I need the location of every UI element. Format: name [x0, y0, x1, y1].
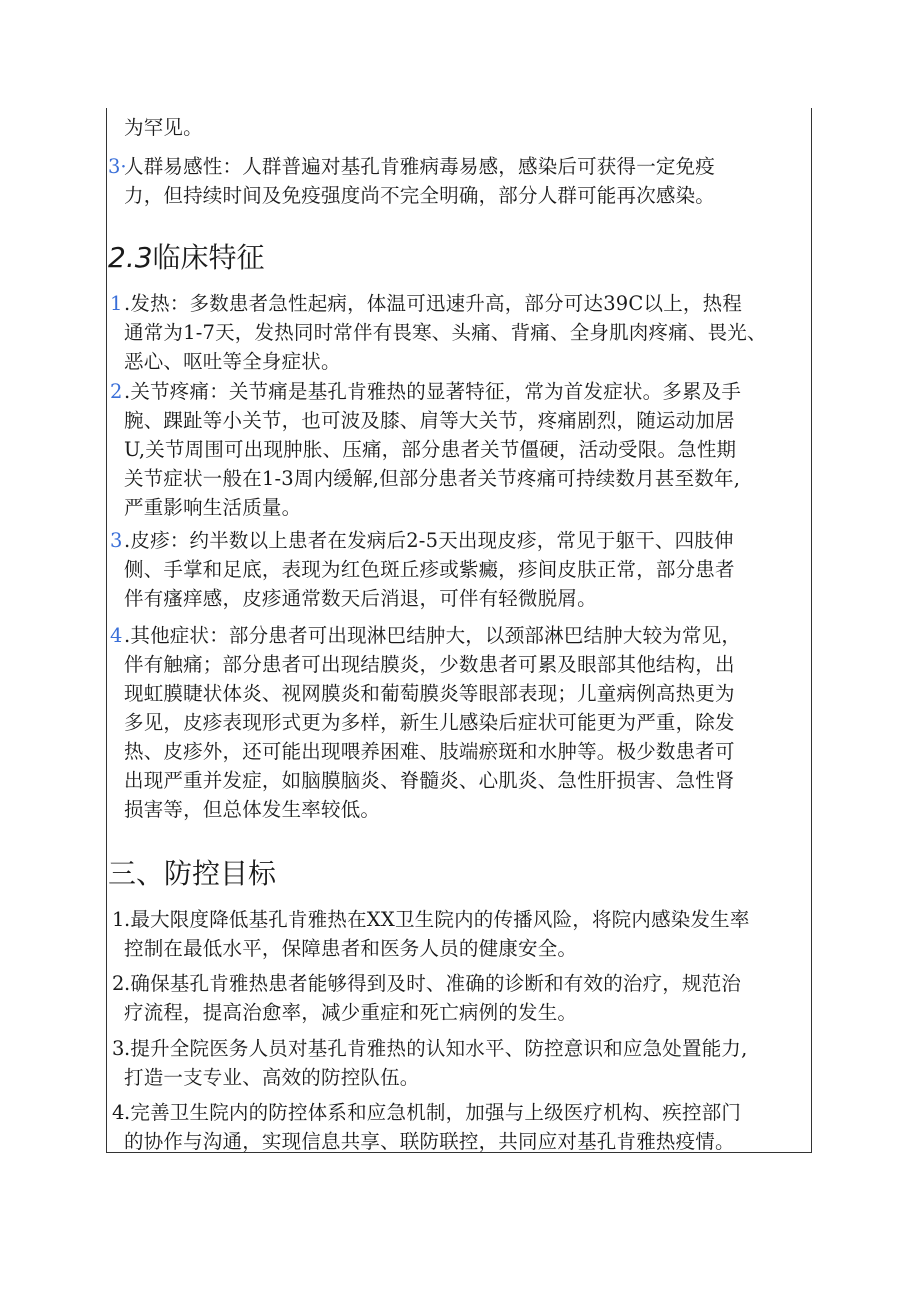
clinical-2-line-1: .关节疼痛：关节痛是基孔肯雅热的显著特征，常为首发症状。多累及手	[124, 380, 742, 403]
clinical-1-line-2: 通常为1-7天，发热同时常伴有畏寒、头痛、背痛、全身肌肉疼痛、畏光、	[124, 321, 767, 344]
goal-1-number: 1	[112, 908, 125, 931]
clinical-2-line-3: U,关节周围可出现肿胀、压痛，部分患者关节僵硬，活动受限。急性期	[124, 438, 737, 461]
clinical-3-line-2: 侧、手掌和足底，表现为红色斑丘疹或紫癜，疹间皮肤正常，部分患者	[124, 558, 735, 581]
clinical-4-line-3: 现虹膜睫状体炎、视网膜炎和葡萄膜炎等眼部表现；儿童病例高热更为	[124, 682, 735, 705]
clinical-1-number: 1	[110, 292, 123, 315]
goal-1-line-1: .最大限度降低基孔肯雅热在XX卫生院内的传播风险，将院内感染发生率	[124, 908, 750, 931]
clinical-4-line-7: 损害等，但总体发生率较低。	[124, 798, 381, 821]
item3-line-2: 力，但持续时间及免疫强度尚不完全明确，部分人群可能再次感染。	[124, 184, 716, 207]
goal-3-line-1: .提升全院医务人员对基孔肯雅热的认知水平、防控意识和应急处置能力,	[124, 1037, 748, 1060]
section-3-heading: 三、防控目标	[108, 857, 277, 890]
section-2-3-heading	[108, 240, 265, 276]
clinical-4-line-6: 出现严重并发症，如脑膜脑炎、脊髓炎、心肌炎、急性肝损害、急性肾	[124, 769, 735, 792]
goal-2-number: 2	[112, 972, 125, 995]
clinical-4-line-4: 多见，皮疹表现形式更为多样，新生儿感染后症状可能更为严重，除发	[124, 711, 735, 734]
item3-line-1: 人群易感性：人群普遍对基孔肯雅病毒易感，感染后可获得一定免疫	[124, 155, 716, 178]
clinical-3-line-1: .皮疹：约半数以上患者在发病后2-5天出现皮疹，常见于躯干、四肢伸	[124, 529, 734, 552]
clinical-3-number: 3	[110, 529, 123, 552]
clinical-4-line-5: 热、皮疹外，还可能出现喂养困难、肢端瘀斑和水肿等。极少数患者可	[124, 740, 735, 763]
clinical-2-line-2: 腕、踝趾等小关节，也可波及膝、肩等大关节，疼痛剧烈，随运动加居	[124, 409, 735, 432]
goal-4-line-1: .完善卫生院内的防控体系和应急机制，加强与上级医疗机构、疾控部门	[124, 1101, 742, 1124]
section-2-3-title: 临床特征	[152, 241, 265, 274]
clinical-2-line-5: 严重影响生活质量。	[124, 496, 302, 519]
clinical-1-line-1: .发热：多数患者急性起病，体温可迅速升高，部分可达39C以上，热程	[124, 292, 743, 315]
clinical-2-number: 2	[110, 380, 123, 403]
clinical-4-number: 4	[110, 624, 123, 647]
goal-2-line-1: .确保基孔肯雅热患者能够得到及时、准确的诊断和有效的治疗，规范治	[124, 972, 742, 995]
clinical-1-line-3: 恶心、呕吐等全身症状。	[124, 350, 341, 373]
goal-2-line-2: 疗流程，提高治愈率，减少重症和死亡病例的发生。	[124, 1001, 578, 1024]
intro-tail-text: 为罕见。	[124, 116, 203, 139]
section-2-3-number: 2.3	[108, 241, 153, 274]
goal-1-line-2: 控制在最低水平，保障患者和医务人员的健康安全。	[124, 937, 578, 960]
goal-3-line-2: 打造一支专业、高效的防控队伍。	[124, 1066, 420, 1089]
clinical-3-line-3: 伴有瘙痒感，皮疹通常数天后消退，可伴有轻微脱屑。	[124, 587, 597, 610]
goal-4-number: 4	[112, 1101, 125, 1124]
goal-4-line-2: 的协作与沟通，实现信息共享、联防联控，共同应对基孔肯雅热疫情。	[124, 1130, 735, 1153]
item3-number: 3·	[108, 155, 127, 178]
goal-3-number: 3	[112, 1037, 125, 1060]
clinical-4-line-2: 伴有触痛；部分患者可出现结膜炎，少数患者可累及眼部其他结构，出	[124, 653, 735, 676]
clinical-4-line-1: .其他症状：部分患者可出现淋巴结肿大，以颈部淋巴结肿大较为常见，	[124, 624, 742, 647]
clinical-2-line-4: 关节症状一般在1-3周内缓解,但部分患者关节疼痛可持续数月甚至数年,	[124, 467, 741, 490]
